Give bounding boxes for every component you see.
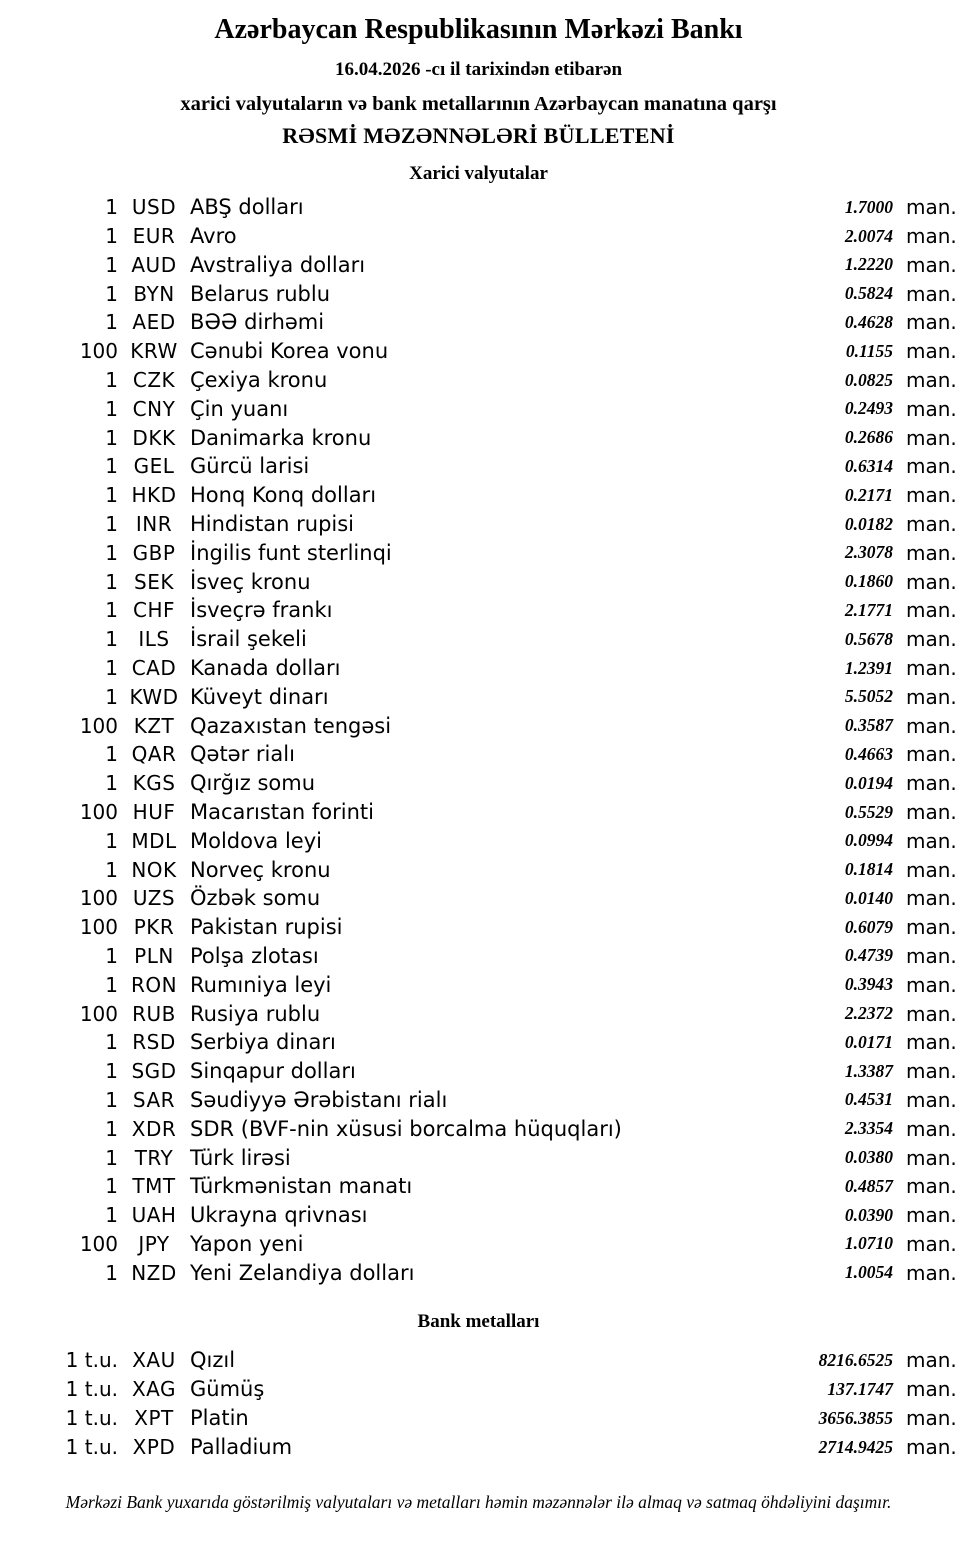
rate-row (0, 1404, 957, 1433)
rate-row (0, 942, 957, 971)
rate-row (0, 855, 957, 884)
rate-row (0, 1172, 957, 1201)
quantity-value: 1 (105, 540, 118, 565)
unit-label: man. (906, 1145, 957, 1170)
rate-row (0, 740, 957, 769)
rate-row (0, 452, 957, 481)
currency-name: Honq Konq dolları (190, 483, 377, 508)
currency-code: INR (135, 512, 173, 537)
rate-value: 0.4739 (844, 945, 893, 966)
currency-name: İngilis funt sterlinqi (190, 540, 392, 565)
unit-label: man. (906, 1377, 957, 1402)
rate-row (0, 654, 957, 683)
rate-row (0, 1086, 957, 1115)
rate-value: 0.0194 (844, 772, 893, 793)
quantity-value: 1 (105, 396, 118, 421)
rate-value: 1.0710 (844, 1233, 893, 1254)
quantity-value: 100 (79, 1001, 118, 1026)
quantity-value: 1 (105, 425, 118, 450)
rate-row (0, 970, 957, 999)
unit-label: man. (906, 771, 957, 796)
rate-row (0, 1057, 957, 1086)
currency-name: Polşa zlotası (190, 943, 319, 968)
quantity-value: 100 (79, 886, 118, 911)
unit-label: man. (906, 1001, 957, 1026)
currency-name: İsveç kronu (190, 569, 311, 594)
currency-code: AED (132, 310, 176, 335)
quantity-value: 1 (105, 224, 118, 249)
currency-code: UAH (131, 1203, 177, 1228)
quantity-value: 1 (105, 252, 118, 277)
rate-value: 0.5678 (844, 628, 893, 649)
currency-code: TRY (134, 1145, 174, 1170)
unit-label: man. (906, 915, 957, 940)
currency-code: RUB (132, 1001, 176, 1026)
unit-label: man. (906, 281, 957, 306)
rate-value: 0.2171 (844, 484, 893, 505)
unit-label: man. (906, 425, 957, 450)
rate-value: 0.0140 (844, 887, 893, 908)
quantity-value: 1 (105, 1116, 118, 1141)
rate-row (0, 193, 957, 222)
rate-row (0, 798, 957, 827)
quantity-value: 1 (105, 569, 118, 594)
quantity-value: 1 (105, 1260, 118, 1285)
currency-code: KGS (132, 771, 176, 796)
quantity-value: 100 (79, 339, 118, 364)
quantity-value: 1 (105, 656, 118, 681)
quantity-value: 100 (79, 800, 118, 824)
unit-label: man. (906, 540, 957, 565)
currency-name: Cənubi Korea vonu (190, 339, 389, 364)
rate-value: 5.5052 (844, 686, 893, 707)
rate-value: 0.0825 (844, 369, 893, 390)
quantity-value: 1 t.u. (65, 1435, 118, 1460)
quantity-value: 1 (105, 483, 118, 508)
rate-value: 1.2220 (844, 254, 893, 275)
currency-code: XAG (131, 1377, 177, 1402)
currencies-section-title: Xarici valyutalar (409, 163, 548, 185)
quantity-value: 1 (105, 684, 118, 709)
rate-row (0, 1258, 957, 1287)
currency-code: AUD (131, 252, 177, 277)
currency-name: Türk lirəsi (190, 1145, 291, 1170)
rate-value: 0.4628 (844, 311, 893, 332)
quantity-value: 1 (105, 368, 118, 393)
currency-name: Rumıniya leyi (190, 972, 332, 997)
effective-date: 16.04.2026 -cı il tarixindən etibarən (334, 59, 623, 81)
currency-code: CAD (131, 656, 177, 681)
currency-code: DKK (132, 425, 176, 450)
rate-value: 2.3354 (844, 1118, 893, 1139)
quantity-value: 1 (105, 1059, 118, 1084)
rate-value: 2.2372 (844, 1003, 893, 1024)
currency-name: Belarus rublu (190, 281, 331, 306)
currency-name: Çexiya kronu (190, 368, 328, 393)
currency-name: Avro (190, 224, 237, 249)
currency-name: Yapon yeni (190, 1231, 304, 1256)
rate-row (0, 826, 957, 855)
rate-value: 8216.6525 (818, 1349, 893, 1370)
rate-value: 2.3078 (844, 542, 893, 563)
unit-label: man. (906, 713, 957, 738)
currency-name: Qızıl (190, 1348, 236, 1373)
rate-row (0, 510, 957, 539)
rate-row (0, 423, 957, 452)
currency-code: KWD (129, 684, 179, 709)
currency-name: Gürcü larisi (190, 454, 310, 479)
currency-code: GBP (132, 540, 176, 565)
currency-code: EUR (132, 224, 176, 249)
rate-value: 137.1747 (827, 1378, 893, 1399)
rate-value: 0.1814 (844, 859, 893, 880)
currency-code: PKR (133, 915, 175, 940)
currency-name: Platin (190, 1406, 249, 1431)
rate-row (0, 279, 957, 308)
currency-code: NZD (131, 1260, 177, 1285)
subtitle: xarici valyutaların və bank metallarının Azərbaycan manatına qarşı (180, 92, 777, 115)
obligation-note: Mərkəzi Bank yuxarıda göstərilmiş valyutaları və metalları həmin məzənnələr ilə almaq və satmaq öhdəliyini daşımır. (65, 1491, 892, 1512)
unit-label: man. (906, 1348, 957, 1373)
currency-code: SEK (134, 569, 174, 594)
rate-value: 1.0054 (844, 1262, 893, 1283)
unit-label: man. (906, 1087, 957, 1112)
unit-label: man. (906, 310, 957, 335)
currency-name: Küveyt dinarı (190, 684, 329, 709)
quantity-value: 1 (105, 195, 118, 220)
rate-row (0, 1114, 957, 1143)
quantity-value: 1 (105, 512, 118, 537)
unit-label: man. (906, 800, 957, 824)
rate-row (0, 1433, 957, 1462)
quantity-value: 1 (105, 1145, 118, 1170)
quantity-value: 1 (105, 1087, 118, 1112)
currency-code: RSD (132, 1030, 176, 1055)
rate-row (0, 596, 957, 625)
currency-name: BƏƏ dirhəmi (190, 310, 325, 335)
currency-code: XPT (134, 1406, 174, 1431)
rate-row (0, 567, 957, 596)
quantity-value: 1 (105, 281, 118, 306)
rate-value: 0.4663 (844, 743, 893, 764)
unit-label: man. (906, 1435, 957, 1460)
rate-row (0, 538, 957, 567)
currency-code: TMT (132, 1174, 176, 1199)
rate-value: 1.2391 (844, 657, 893, 678)
metals-table (0, 1346, 957, 1462)
unit-label: man. (906, 368, 957, 393)
rate-row (0, 682, 957, 711)
currency-code: QAR (131, 742, 177, 767)
rate-value: 0.0994 (844, 830, 893, 851)
rate-row (0, 394, 957, 423)
unit-label: man. (906, 195, 957, 220)
quantity-value: 1 t.u. (65, 1406, 118, 1431)
quantity-value: 1 (105, 771, 118, 796)
unit-label: man. (906, 1203, 957, 1228)
rate-value: 3656.3855 (818, 1407, 893, 1428)
quantity-value: 1 (105, 1203, 118, 1228)
rate-row (0, 1375, 957, 1404)
quantity-value: 1 (105, 742, 118, 767)
currency-name: Sinqapur dolları (190, 1059, 356, 1084)
currency-code: SAR (132, 1087, 176, 1112)
unit-label: man. (906, 1406, 957, 1431)
rate-row (0, 1143, 957, 1172)
currency-name: İsveçrə frankı (190, 598, 333, 623)
unit-label: man. (906, 742, 957, 767)
unit-label: man. (906, 656, 957, 681)
currency-name: Palladium (190, 1435, 293, 1460)
rate-value: 0.1860 (844, 571, 893, 592)
currency-code: BYN (133, 281, 175, 306)
currency-name: Qırğız somu (190, 771, 316, 796)
unit-label: man. (906, 828, 957, 853)
rate-row (0, 1230, 957, 1259)
rate-value: 0.0380 (844, 1147, 893, 1168)
currency-name: Ukrayna qrivnası (190, 1203, 368, 1228)
rate-value: 1.3387 (844, 1060, 893, 1081)
currency-code: CZK (132, 368, 176, 393)
quantity-value: 1 (105, 972, 118, 997)
unit-label: man. (906, 943, 957, 968)
quantity-value: 1 (105, 310, 118, 335)
quantity-value: 100 (79, 1231, 118, 1256)
currencies-table (0, 193, 957, 1287)
quantity-value: 1 (105, 1174, 118, 1199)
rate-value: 2714.9425 (818, 1436, 893, 1457)
rate-value: 0.1155 (845, 340, 893, 361)
rate-value: 0.6314 (844, 455, 893, 476)
currency-code: XPD (132, 1435, 176, 1460)
rate-value: 0.4857 (844, 1175, 893, 1196)
currency-code: MDL (131, 828, 177, 853)
unit-label: man. (906, 1030, 957, 1055)
rate-row (0, 913, 957, 942)
unit-label: man. (906, 1116, 957, 1141)
currency-name: Rusiya rublu (190, 1001, 321, 1026)
rate-row (0, 711, 957, 740)
rate-row (0, 1201, 957, 1230)
currency-name: Özbək somu (190, 886, 321, 911)
rate-value: 0.0171 (844, 1031, 893, 1052)
currency-name: Türkmənistan manatı (190, 1174, 413, 1199)
currency-code: UZS (132, 886, 176, 911)
bulletin-title: RƏSMİ MƏZƏNNƏLƏRİ BÜLLETENİ (282, 122, 675, 148)
currency-name: Avstraliya dolları (190, 252, 366, 277)
rate-row (0, 366, 957, 395)
currency-name: Qazaxıstan tengəsi (190, 713, 392, 738)
currency-code: CNY (132, 396, 176, 421)
rate-row (0, 625, 957, 654)
rate-value: 0.0182 (844, 513, 893, 534)
quantity-value: 1 (105, 857, 118, 882)
rate-value: 0.2686 (844, 427, 893, 448)
rate-value: 0.6079 (844, 916, 893, 937)
unit-label: man. (906, 1174, 957, 1199)
currency-code: JPY (138, 1231, 170, 1256)
currency-name: SDR (BVF-nin xüsusi borcalma hüquqları) (190, 1116, 622, 1141)
unit-label: man. (906, 396, 957, 421)
rate-value: 0.3587 (844, 715, 893, 736)
currency-name: Kanada dolları (190, 656, 341, 681)
quantity-value: 1 (105, 598, 118, 623)
unit-label: man. (906, 627, 957, 652)
unit-label: man. (906, 252, 957, 277)
quantity-value: 100 (79, 915, 118, 940)
currency-code: KRW (130, 339, 178, 364)
quantity-value: 1 (105, 1030, 118, 1055)
currency-name: Gümüş (190, 1377, 265, 1402)
currency-code: RON (130, 972, 178, 997)
rate-row (0, 481, 957, 510)
unit-label: man. (906, 886, 957, 911)
unit-label: man. (906, 684, 957, 709)
currency-code: USD (131, 195, 177, 220)
unit-label: man. (906, 512, 957, 537)
unit-label: man. (906, 1231, 957, 1256)
currency-name: Moldova leyi (190, 828, 322, 853)
currency-code: KZT (133, 713, 175, 738)
rate-row (0, 769, 957, 798)
currency-code: NOK (131, 857, 177, 882)
currency-code: GEL (133, 454, 175, 479)
unit-label: man. (906, 1059, 957, 1084)
quantity-value: 1 t.u. (65, 1348, 118, 1373)
unit-label: man. (906, 972, 957, 997)
currency-name: Hindistan rupisi (190, 512, 355, 537)
rate-row (0, 222, 957, 251)
currency-name: Səudiyyə Ərəbistanı rialı (190, 1087, 448, 1112)
rate-value: 0.2493 (844, 398, 893, 419)
currency-name: Çin yuanı (190, 396, 289, 421)
quantity-value: 1 t.u. (65, 1377, 118, 1402)
currency-name: Qətər rialı (190, 742, 295, 767)
unit-label: man. (906, 598, 957, 623)
currency-name: Macarıstan forinti (190, 800, 374, 824)
currency-name: Yeni Zelandiya dolları (190, 1260, 415, 1285)
currency-code: ILS (138, 627, 170, 652)
rate-value: 0.5529 (844, 801, 893, 822)
currency-name: Serbiya dinarı (190, 1030, 336, 1055)
currency-name: İsrail şekeli (190, 627, 307, 652)
currency-name: Danimarka kronu (190, 425, 372, 450)
rate-value: 0.5824 (844, 283, 893, 304)
currency-code: PLN (134, 943, 174, 968)
quantity-value: 1 (105, 627, 118, 652)
rate-value: 0.0390 (844, 1204, 893, 1225)
rate-row (0, 250, 957, 279)
rate-value: 1.7000 (844, 196, 893, 217)
metals-section-title: Bank metalları (417, 1311, 540, 1333)
currency-code: HUF (132, 800, 176, 824)
quantity-value: 1 (105, 943, 118, 968)
rate-value: 0.4531 (844, 1089, 893, 1110)
quantity-value: 1 (105, 828, 118, 853)
unit-label: man. (906, 339, 957, 364)
unit-label: man. (906, 569, 957, 594)
unit-label: man. (906, 1260, 957, 1285)
currency-code: SGD (131, 1059, 177, 1084)
rate-row (0, 1346, 957, 1375)
quantity-value: 100 (79, 713, 118, 738)
currency-code: HKD (131, 483, 177, 508)
currency-code: XAU (132, 1348, 176, 1373)
page-title: Azərbaycan Respublikasının Mərkəzi Bankı (214, 14, 743, 45)
unit-label: man. (906, 483, 957, 508)
rate-row (0, 337, 957, 366)
unit-label: man. (906, 454, 957, 479)
currency-name: Pakistan rupisi (190, 915, 343, 940)
rate-row (0, 884, 957, 913)
rate-row (0, 308, 957, 337)
currency-name: ABŞ dolları (190, 195, 304, 220)
quantity-value: 1 (105, 454, 118, 479)
currency-code: CHF (132, 598, 175, 623)
unit-label: man. (906, 857, 957, 882)
rate-value: 2.0074 (844, 225, 893, 246)
rate-row (0, 1028, 957, 1057)
currency-name: Norveç kronu (190, 857, 331, 882)
currency-code: XDR (131, 1116, 177, 1141)
rate-value: 2.1771 (844, 599, 893, 620)
rate-row (0, 999, 957, 1028)
unit-label: man. (906, 224, 957, 249)
rate-value: 0.3943 (844, 974, 893, 995)
